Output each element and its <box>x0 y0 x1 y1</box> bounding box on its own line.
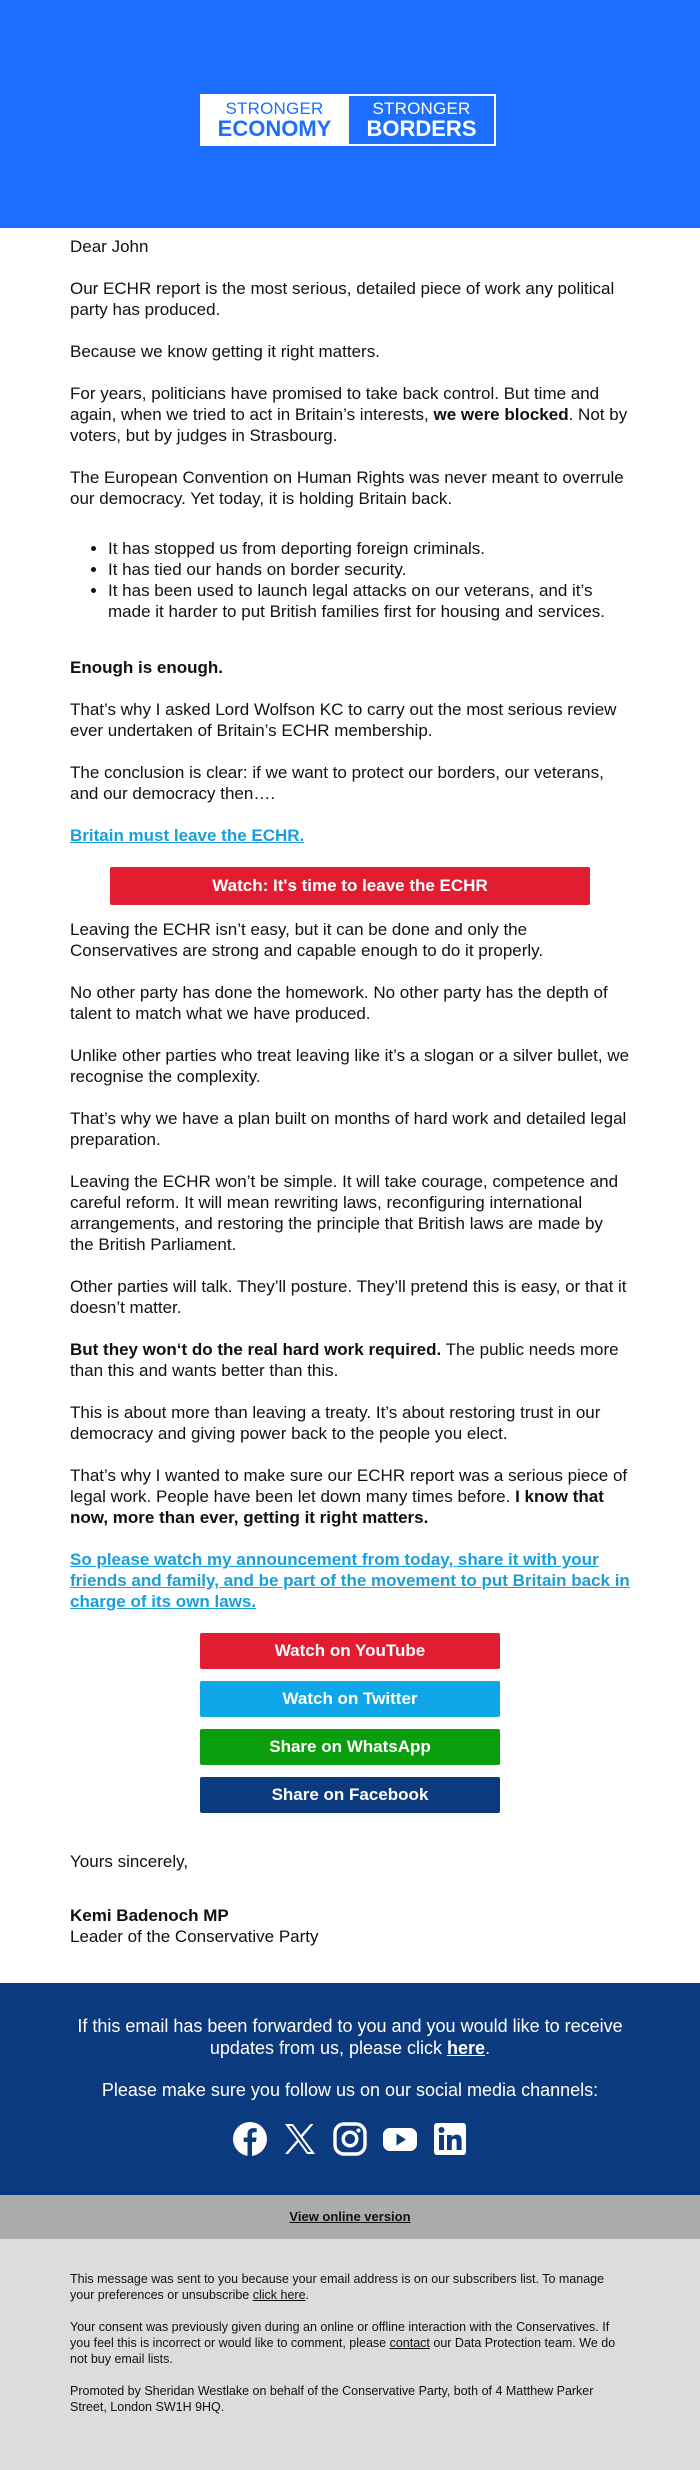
enough-bold: Enough is enough. <box>70 658 223 677</box>
paragraph-3-text-end: . Not by voters, but by judges in Strasbourg. <box>70 405 628 445</box>
paragraph-2: Because we know getting it right matters. <box>70 342 380 361</box>
signature <box>70 1851 630 1947</box>
legal-consent-end: our Data Protection team. We do not buy email lists. <box>70 2336 616 2366</box>
x-icon[interactable] <box>282 2121 318 2157</box>
paragraph-16-text: That’s why I wanted to make sure our ECHR report was a serious piece of legal work. People have been let down many times before. <box>70 1466 628 1506</box>
paragraph-15: This is about more than leaving a treaty. It’s about restoring trust in our democracy and giving power back to the people you elect. <box>70 1403 601 1443</box>
paragraph-3-text: For years, politicians have promised to take back control. But time and again, when we tried to act in Britain’s interests, <box>70 384 600 424</box>
signer <box>70 1905 630 1947</box>
campaign-logo <box>200 94 496 146</box>
contact-link[interactable]: contact <box>389 2336 430 2350</box>
social-icons <box>70 2121 630 2157</box>
legal-consent-text: Your consent was previously given during an online or offline interaction with the Conservatives. If you feel this is incorrect or would like to comment, please <box>70 2320 610 2350</box>
follow-paragraph: Please make sure you follow us on our social media channels: <box>101 2080 599 2100</box>
share-facebook-button[interactable]: Share on Facebook <box>200 1777 500 1813</box>
watch-echr-button[interactable]: Watch: It's time to leave the ECHR <box>110 867 590 905</box>
share-announcement-link[interactable]: So please watch my announcement from today, share it with your friends and family, and be part of the movement to put Britain back in charge of its own laws. <box>70 1550 630 1611</box>
bullet-list <box>70 538 630 622</box>
forward-paragraph <box>70 2015 630 2059</box>
footer-legal <box>0 2239 700 2470</box>
forward-text: If this email has been forwarded to you and you would like to receive updates from us, please click <box>77 2016 623 2058</box>
logo-right-bottom: BORDERS <box>366 116 477 141</box>
paragraph-11: That’s why we have a plan built on months of hard work and detailed legal preparation. <box>70 1109 627 1149</box>
bullet-item: • It has been used to launch legal attacks on our veterans, and it’s made it harder to put British families first for housing and services. <box>108 580 630 622</box>
leave-echr-link[interactable]: Britain must leave the ECHR. <box>70 826 305 845</box>
linkedin-icon[interactable] <box>432 2121 468 2157</box>
share-paragraph <box>70 1549 630 1612</box>
paragraph-3 <box>70 383 630 446</box>
paragraph-12: Leaving the ECHR won’t be simple. It will take courage, competence and careful reform. It will mean rewriting laws, reconfiguring international arrangements, and restoring the principle that British laws are made by the British Parliament. <box>70 1172 619 1254</box>
legal-subscription-text: This message was sent to you because your email address is on our subscribers list. To manage your preferences or unsubscribe <box>70 2272 605 2302</box>
greeting: Dear John <box>70 237 149 256</box>
share-whatsapp-button[interactable]: Share on WhatsApp <box>200 1729 500 1765</box>
logo-borders <box>347 96 494 144</box>
forward-here-link[interactable]: here <box>447 2038 486 2058</box>
legal-promoted: Promoted by Sheridan Westlake on behalf of the Conservative Party, both of 4 Matthew Parker Street, London SW1H 9HQ. <box>70 2384 594 2414</box>
signer-name: Kemi Badenoch MP <box>70 1906 229 1925</box>
paragraph-8: Leaving the ECHR isn’t easy, but it can be done and only the Conservatives are strong and capable enough to do it properly. <box>70 920 544 960</box>
paragraph-7: The conclusion is clear: if we want to protect our borders, our veterans, and our democracy then…. <box>70 763 604 803</box>
watch-twitter-button[interactable]: Watch on Twitter <box>200 1681 500 1717</box>
logo-left-top: STRONGER <box>225 99 324 118</box>
paragraph-16 <box>70 1465 630 1528</box>
view-online-bar <box>0 2195 700 2239</box>
email-body <box>0 228 700 1947</box>
logo-right-top: STRONGER <box>372 99 471 118</box>
instagram-icon[interactable] <box>332 2121 368 2157</box>
legal-subscription-end: . <box>305 2288 310 2302</box>
paragraph-4: The European Convention on Human Rights was never meant to overrule our democracy. Yet today, it is holding Britain back. <box>70 468 624 508</box>
signer-title: Leader of the Conservative Party <box>70 1927 319 1946</box>
forward-end: . <box>485 2038 491 2058</box>
paragraph-9: No other party has done the homework. No other party has the depth of talent to match what we have produced. <box>70 983 608 1023</box>
paragraph-14-text: The public needs more than this and wants better than this. <box>70 1340 619 1380</box>
signoff: Yours sincerely, <box>70 1852 189 1871</box>
paragraph-1: Our ECHR report is the most serious, detailed piece of work any political party has produced. <box>70 279 615 319</box>
paragraph-14-bold: But they won‘t do the real hard work required. <box>70 1340 442 1359</box>
view-online-link[interactable]: View online version <box>289 2209 411 2224</box>
bullet-item: • It has stopped us from deporting foreign criminals. <box>108 538 630 559</box>
paragraph-6: That’s why I asked Lord Wolfson KC to carry out the most serious review ever undertaken of Britain’s ECHR membership. <box>70 700 617 740</box>
paragraph-10: Unlike other parties who treat leaving like it’s a slogan or a silver bullet, we recognise the complexity. <box>70 1046 630 1086</box>
email-header <box>0 0 700 228</box>
paragraph-14 <box>70 1339 630 1381</box>
logo-economy <box>202 96 347 144</box>
watch-youtube-button[interactable]: Watch on YouTube <box>200 1633 500 1669</box>
paragraph-13: Other parties will talk. They’ll posture. They’ll pretend this is easy, or that it doesn’t matter. <box>70 1277 627 1317</box>
legal-subscription <box>70 2271 630 2303</box>
bullet-item: • It has tied our hands on border security. <box>108 559 630 580</box>
facebook-icon[interactable] <box>232 2121 268 2157</box>
paragraph-enough <box>70 657 630 678</box>
logo-left-bottom: ECONOMY <box>217 116 332 141</box>
leave-echr-paragraph <box>70 825 630 846</box>
legal-consent <box>70 2319 630 2367</box>
footer-social <box>0 1983 700 2195</box>
unsubscribe-link[interactable]: click here <box>252 2288 306 2302</box>
paragraph-3-bold: we were blocked <box>433 405 569 424</box>
paragraph-16-bold: I know that now, more than ever, getting it right matters. <box>70 1487 604 1527</box>
youtube-icon[interactable] <box>382 2121 418 2157</box>
